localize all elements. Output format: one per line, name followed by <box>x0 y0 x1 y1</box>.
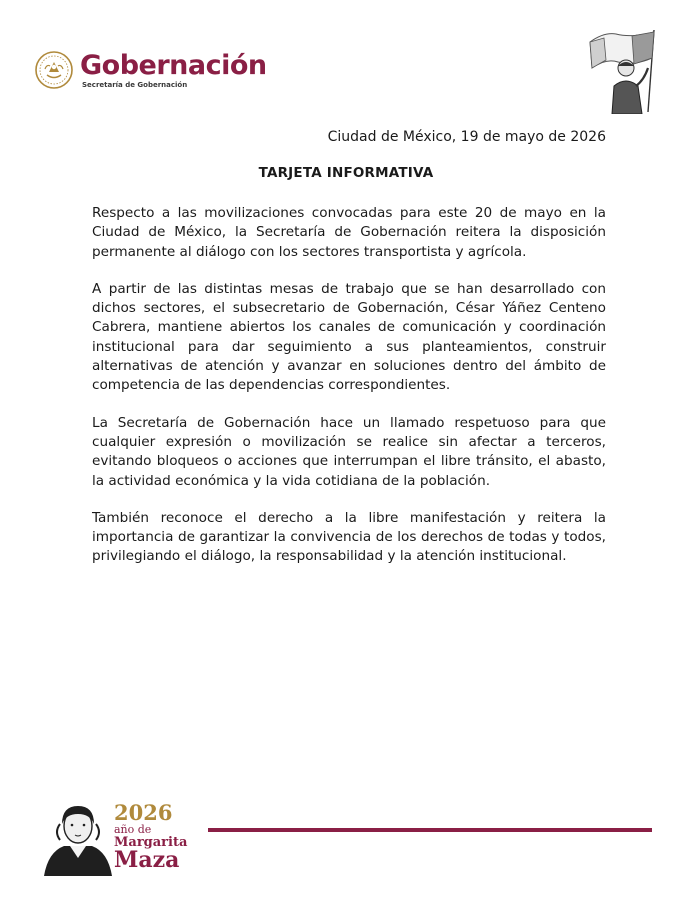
logo-subtitle: Secretaría de Gobernación <box>82 80 188 89</box>
document-header <box>0 0 692 120</box>
footer-divider <box>208 828 652 832</box>
flag-bearer-figure-icon <box>582 28 664 114</box>
document-body <box>92 204 606 585</box>
document-footer <box>0 790 692 900</box>
year-of-margarita-maza-mark <box>114 800 188 873</box>
body-paragraph: La Secretaría de Gobernación hace un llamado respetuoso para que cualquier expresión o movilización se realice sin afectar a terceros, evitando bloqueos o acciones que interrumpan el libre tránsito, el abasto, la actividad económica y la vida cotidiana de la población. <box>92 414 606 489</box>
body-paragraph: Respecto a las movilizaciones convocadas para este 20 de mayo en la Ciudad de México, la Secretaría de Gobernación reitera la disposición permanente al diálogo con los sectores transportista y agrícola. <box>92 205 606 260</box>
body-paragraph: También reconoce el derecho a la libre manifestación y reitera la importancia de garantizar la convivencia de los derechos de todas y todos, privilegiando el diálogo, la responsabilidad y la atención institucional. <box>92 509 606 565</box>
year-ano-de: año de <box>114 823 152 836</box>
logo-title: Gobernación <box>80 49 267 81</box>
year-number: 2026 <box>114 800 173 825</box>
year-name-first: Margarita <box>114 835 188 850</box>
gobernacion-logo <box>34 50 267 90</box>
document-date: Ciudad de México, 19 de mayo de 2026 <box>327 129 606 145</box>
year-name-last: Maza <box>114 847 180 873</box>
coat-of-arms-icon <box>34 50 74 90</box>
document-title: TARJETA INFORMATIVA <box>258 165 434 181</box>
body-paragraph: A partir de las distintas mesas de trabajo que se han desarrollado con dichos sectores, el subsecretario de Gobernación, César Yáñez Centeno Cabrera, mantiene abiertos los canales de comunicación y coordinación institucional para dar seguimiento a sus planteamientos, construir alternativas de atención y avanzar en soluciones dentro del ámbito de competencia de las dependencias correspondientes. <box>92 280 606 394</box>
margarita-maza-portrait-icon <box>40 798 116 876</box>
